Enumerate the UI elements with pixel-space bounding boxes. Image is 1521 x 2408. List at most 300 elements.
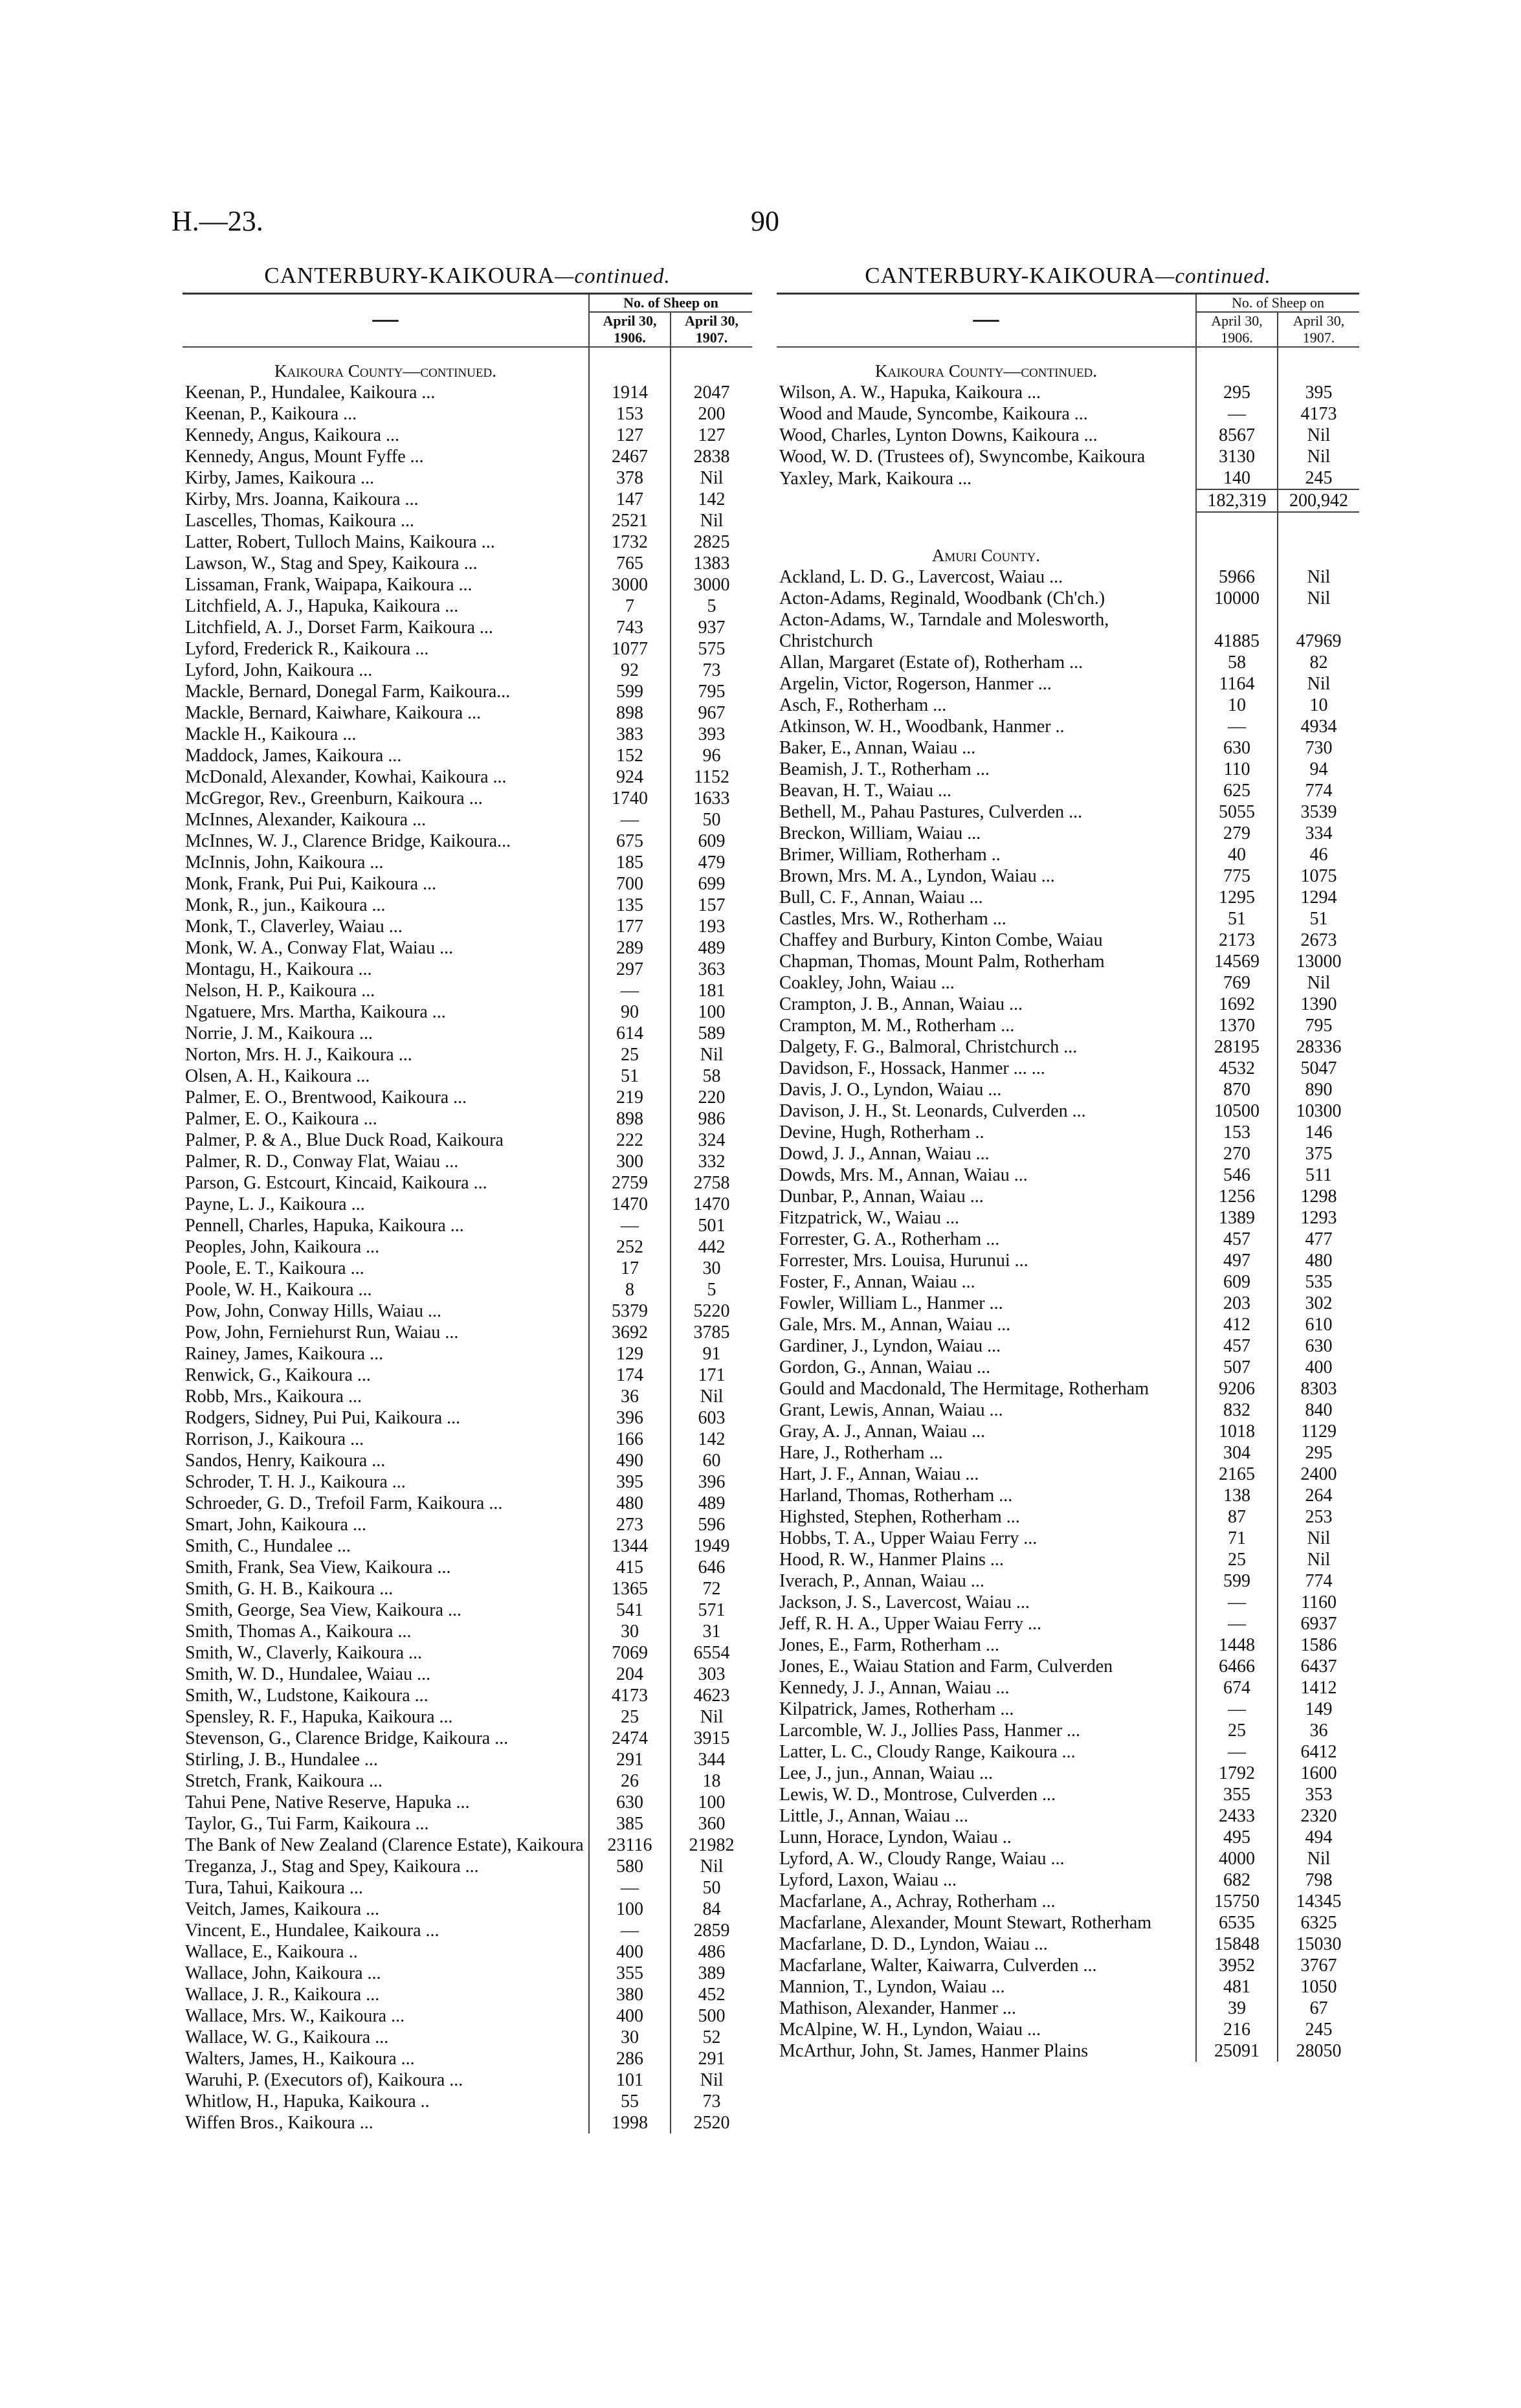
owner-name-cell: Dowds, Mrs. M., Annan, Waiau ... xyxy=(779,1165,1028,1185)
sheep-1907-cell: 480 xyxy=(1278,1250,1359,1271)
sheep-1907-cell: 264 xyxy=(1278,1485,1359,1506)
sheep-1906-cell: 481 xyxy=(1196,1976,1278,1998)
sheep-1907-cell: 245 xyxy=(1278,467,1359,489)
sheep-1907-cell: 1949 xyxy=(671,1535,752,1557)
owner-name-cell: Litchfield, A. J., Hapuka, Kaikoura ... xyxy=(185,596,459,616)
sheep-1907-cell: 127 xyxy=(671,425,752,446)
owner-name-cell: McGregor, Rev., Greenburn, Kaikoura ... xyxy=(185,788,483,808)
table-row xyxy=(777,1229,1359,1250)
owner-name-cell: Hare, J., Rotherham ... xyxy=(779,1443,943,1463)
sheep-1906-cell: 1365 xyxy=(589,1578,671,1600)
owner-name-cell: Harland, Thomas, Rotherham ... xyxy=(779,1486,1013,1506)
sheep-1906-cell: 1370 xyxy=(1196,1015,1278,1036)
table-row xyxy=(777,695,1359,716)
table-row xyxy=(777,1656,1359,1677)
table-row xyxy=(777,2040,1359,2062)
table-row xyxy=(183,1535,752,1557)
owner-name-cell: Macfarlane, Walter, Kaiwarra, Culverden ... xyxy=(779,1956,1097,1976)
owner-name-cell: Hood, R. W., Hanmer Plains ... xyxy=(779,1550,1004,1570)
sheep-1907-cell: Nil xyxy=(1278,673,1359,695)
sheep-1907-cell: 1470 xyxy=(671,1194,752,1215)
sheep-1907-cell: 798 xyxy=(1278,1869,1359,1891)
sheep-1907-cell: 890 xyxy=(1278,1079,1359,1100)
sheep-1907-cell: 2520 xyxy=(671,2112,752,2134)
owner-name-cell: Smith, W., Claverly, Kaikoura ... xyxy=(185,1643,423,1663)
sheep-1906-cell: 743 xyxy=(589,617,671,638)
table-row xyxy=(183,1365,752,1386)
table-row xyxy=(777,1869,1359,1891)
table-row xyxy=(777,823,1359,844)
sheep-1907-cell: 303 xyxy=(671,1664,752,1685)
table-row xyxy=(777,1036,1359,1058)
sheep-1907-cell: 610 xyxy=(1278,1314,1359,1335)
sheep-1906-cell: 8 xyxy=(589,1279,671,1300)
table-row xyxy=(183,1001,752,1023)
sheep-1906-cell: 17 xyxy=(589,1258,671,1279)
sheep-1907-cell: 245 xyxy=(1278,2019,1359,2040)
sheep-1906-cell: 5966 xyxy=(1196,566,1278,588)
sheep-1907-cell: 60 xyxy=(671,1450,752,1471)
table-row xyxy=(183,1685,752,1706)
sheep-1907-cell: 3767 xyxy=(1278,1955,1359,1976)
table-row xyxy=(183,766,752,788)
sheep-1906-cell: 41885 xyxy=(1196,609,1278,652)
owner-name-cell: Acton-Adams, W., Tarndale and Molesworth, Christchurch xyxy=(779,610,1109,651)
table-row xyxy=(183,1728,752,1749)
owner-name-cell: Jeff, R. H. A., Upper Waiau Ferry ... xyxy=(779,1614,1041,1634)
sheep-1906-cell: 2173 xyxy=(1196,930,1278,951)
left-sheep-table xyxy=(183,293,752,2134)
owner-name-cell: Jones, E., Farm, Rotherham ... xyxy=(779,1635,999,1655)
sheep-1907-cell: 1383 xyxy=(671,553,752,574)
owner-name-cell: Chaffey and Burbury, Kinton Combe, Waiau xyxy=(779,930,1103,950)
sheep-1907-cell: 58 xyxy=(671,1065,752,1087)
table-row xyxy=(183,1450,752,1471)
sheep-1906-cell: 898 xyxy=(589,702,671,724)
owner-name-cell: Mannion, T., Lyndon, Waiau ... xyxy=(779,1977,1005,1997)
left-title-suffix: —continued. xyxy=(555,265,671,288)
owner-name-cell: Stirling, J. B., Hundalee ... xyxy=(185,1750,378,1770)
table-row xyxy=(777,1784,1359,1805)
sheep-1907-cell: 302 xyxy=(1278,1293,1359,1314)
owner-name-cell: Nelson, H. P., Kaikoura ... xyxy=(185,981,375,1001)
owner-name-cell: Wallace, Mrs. W., Kaikoura ... xyxy=(185,2006,405,2026)
owner-name-cell: Forrester, Mrs. Louisa, Hurunui ... xyxy=(779,1251,1028,1271)
sheep-1906-cell: 25 xyxy=(589,1044,671,1065)
sheep-1906-cell: 58 xyxy=(1196,652,1278,673)
sheep-1906-cell: 898 xyxy=(589,1108,671,1130)
sheep-1906-cell: 25091 xyxy=(1196,2040,1278,2062)
table-row xyxy=(183,916,752,937)
table-row xyxy=(777,972,1359,994)
sheep-1906-cell: — xyxy=(1196,1613,1278,1634)
owner-name-cell: Dalgety, F. G., Balmoral, Christchurch ... xyxy=(779,1037,1078,1057)
table-row xyxy=(183,510,752,531)
table-row xyxy=(183,1407,752,1429)
table-row xyxy=(183,1151,752,1172)
sheep-1906-cell: 1998 xyxy=(589,2112,671,2134)
table-row xyxy=(183,403,752,425)
page-number: 90 xyxy=(751,205,779,237)
sheep-1907-cell: 1129 xyxy=(1278,1421,1359,1442)
table-row xyxy=(183,638,752,660)
sheep-1907-cell: 1633 xyxy=(671,788,752,809)
table-row xyxy=(777,403,1359,425)
sheep-1907-cell: Nil xyxy=(1278,1848,1359,1869)
owner-name-cell: Monk, R., jun., Kaikoura ... xyxy=(185,895,386,915)
sheep-1906-cell: 832 xyxy=(1196,1399,1278,1421)
owner-name-cell: Chapman, Thomas, Mount Palm, Rotherham xyxy=(779,952,1105,972)
sheep-1906-cell: 71 xyxy=(1196,1528,1278,1549)
sheep-1906-cell: 457 xyxy=(1196,1335,1278,1357)
table-row xyxy=(183,1108,752,1130)
owner-name-cell: Davidson, F., Hossack, Hanmer ... ... xyxy=(779,1058,1045,1078)
table-row xyxy=(777,1357,1359,1378)
owner-name-cell: Atkinson, W. H., Woodbank, Hanmer .. xyxy=(779,717,1065,737)
sheep-1907-cell: 2825 xyxy=(671,531,752,553)
sheep-1906-cell: 5379 xyxy=(589,1300,671,1322)
owner-name-cell: Lyford, Laxon, Waiau ... xyxy=(779,1870,957,1890)
sheep-1906-cell: 609 xyxy=(1196,1271,1278,1293)
sheep-1906-cell: 400 xyxy=(589,1941,671,1963)
sheep-1907-cell: 395 xyxy=(1278,382,1359,403)
sheep-1906-cell: 674 xyxy=(1196,1677,1278,1699)
sheep-1907-cell: 96 xyxy=(671,745,752,766)
sheep-1906-cell: — xyxy=(589,1877,671,1899)
sheep-1907-cell: 1412 xyxy=(1278,1677,1359,1699)
sheep-1906-cell: 769 xyxy=(1196,972,1278,994)
sheep-1906-cell: 90 xyxy=(589,1001,671,1023)
sheep-1906-cell: 135 xyxy=(589,895,671,916)
table-row xyxy=(183,1600,752,1621)
sheep-1907-cell: 6554 xyxy=(671,1642,752,1664)
table-row xyxy=(183,1813,752,1834)
owner-name-cell: Palmer, R. D., Conway Flat, Waiau ... xyxy=(185,1152,459,1172)
sheep-1906-cell: 495 xyxy=(1196,1827,1278,1848)
owner-name-cell: Hart, J. F., Annan, Waiau ... xyxy=(779,1464,979,1484)
sheep-1907-cell: 3539 xyxy=(1278,801,1359,823)
sheep-1906-cell: 15750 xyxy=(1196,1891,1278,1912)
sheep-1907-cell: 30 xyxy=(671,1258,752,1279)
sheep-1907-cell: 73 xyxy=(671,2091,752,2112)
table-row xyxy=(777,1613,1359,1634)
owner-name-cell: Taylor, G., Tui Farm, Kaikoura ... xyxy=(185,1814,429,1834)
sheep-1907-cell: 2758 xyxy=(671,1172,752,1194)
table-row xyxy=(183,1856,752,1877)
table-row xyxy=(183,489,752,510)
table-row xyxy=(183,596,752,617)
owner-name-cell: Monk, T., Claverley, Waiau ... xyxy=(185,917,403,937)
right-title-suffix: —continued. xyxy=(1155,265,1271,288)
sheep-1907-cell: Nil xyxy=(1278,972,1359,994)
sheep-1907-cell: Nil xyxy=(1278,446,1359,467)
table-row xyxy=(777,1143,1359,1165)
sheep-1907-cell: 5047 xyxy=(1278,1058,1359,1079)
owner-name-cell: Wallace, E., Kaikoura .. xyxy=(185,1942,358,1962)
sheep-1906-cell: 2467 xyxy=(589,446,671,467)
owner-name-cell: Bull, C. F., Annan, Waiau ... xyxy=(779,887,983,908)
sheep-1906-cell: 9206 xyxy=(1196,1378,1278,1399)
table-row xyxy=(183,937,752,959)
sheep-1907-cell: 253 xyxy=(1278,1506,1359,1528)
owner-name-cell: Yaxley, Mark, Kaikoura ... xyxy=(779,469,972,489)
sheep-1907-cell: 4623 xyxy=(671,1685,752,1706)
owner-name-cell: Wilson, A. W., Hapuka, Kaikoura ... xyxy=(779,383,1041,403)
right-section-heading: Kaikoura County—continued. xyxy=(875,361,1097,381)
table-row xyxy=(777,1271,1359,1293)
sheep-1907-cell: 986 xyxy=(671,1108,752,1130)
sheep-1906-cell: 5055 xyxy=(1196,801,1278,823)
sheep-1907-cell: 699 xyxy=(671,873,752,895)
owner-name-cell: Mathison, Alexander, Hanmer ... xyxy=(779,1998,1016,2018)
owner-name-cell: Kilpatrick, James, Rotherham ... xyxy=(779,1699,1014,1719)
sheep-1906-cell: 6535 xyxy=(1196,1912,1278,1934)
table-row xyxy=(183,1322,752,1343)
sheep-1907-cell: 511 xyxy=(1278,1165,1359,1186)
owner-name-cell: Devine, Hugh, Rotherham .. xyxy=(779,1122,984,1143)
table-row xyxy=(777,1912,1359,1934)
sheep-1906-cell: 630 xyxy=(1196,737,1278,759)
table-row xyxy=(777,737,1359,759)
sheep-1907-cell: 51 xyxy=(1278,908,1359,930)
table-row xyxy=(777,1442,1359,1464)
table-row xyxy=(777,2019,1359,2040)
owner-name-cell: Parson, G. Estcourt, Kincaid, Kaikoura ... xyxy=(185,1173,487,1193)
table-row xyxy=(777,588,1359,609)
sheep-1907-cell: 489 xyxy=(671,937,752,959)
table-row xyxy=(183,1557,752,1578)
owner-name-cell: Waruhi, P. (Executors of), Kaikoura ... xyxy=(185,2070,463,2090)
sheep-1907-cell: 181 xyxy=(671,980,752,1001)
owner-name-cell: Allan, Margaret (Estate of), Rotherham ... xyxy=(779,652,1083,673)
sheep-1906-cell: 174 xyxy=(589,1365,671,1386)
right-column xyxy=(777,259,1359,2062)
owner-name-cell: Fowler, William L., Hanmer ... xyxy=(779,1293,1003,1313)
sheep-1906-cell: 385 xyxy=(589,1813,671,1834)
owner-name-cell: Mackle H., Kaikoura ... xyxy=(185,724,357,744)
table-row xyxy=(777,1741,1359,1763)
sheep-1906-cell: 599 xyxy=(1196,1570,1278,1592)
sheep-1906-cell: 3130 xyxy=(1196,446,1278,467)
sheep-1907-cell: 609 xyxy=(671,831,752,852)
sheep-1907-cell: 1298 xyxy=(1278,1186,1359,1207)
table-row xyxy=(777,467,1359,489)
owner-name-cell: Ngatuere, Mrs. Martha, Kaikoura ... xyxy=(185,1002,446,1022)
sheep-1907-cell: 52 xyxy=(671,2027,752,2048)
table-row xyxy=(777,1293,1359,1314)
owner-name-cell: Jackson, J. S., Lavercost, Waiau ... xyxy=(779,1592,1030,1612)
sheep-1907-cell: 4173 xyxy=(1278,403,1359,425)
owner-name-cell: Smith, W. D., Hundalee, Waiau ... xyxy=(185,1664,431,1684)
owner-name-cell: Kennedy, Angus, Mount Fyffe ... xyxy=(185,447,424,467)
sheep-1906-cell: 546 xyxy=(1196,1165,1278,1186)
sheep-1906-cell: 252 xyxy=(589,1236,671,1258)
sheep-1907-cell: 1390 xyxy=(1278,994,1359,1015)
table-row xyxy=(183,1941,752,1963)
table-row xyxy=(777,1634,1359,1656)
right-sheep-table xyxy=(777,293,1359,2062)
sheep-1906-cell: 185 xyxy=(589,852,671,873)
owner-name-cell: Wallace, W. G., Kaikoura ... xyxy=(185,2027,389,2047)
sheep-1906-cell: 1692 xyxy=(1196,994,1278,1015)
table-row xyxy=(183,1386,752,1407)
sheep-1906-cell: 204 xyxy=(589,1664,671,1685)
table-row xyxy=(183,809,752,831)
table-row xyxy=(183,574,752,596)
sheep-1907-cell: 8303 xyxy=(1278,1378,1359,1399)
owner-name-cell: Acton-Adams, Reginald, Woodbank (Ch'ch.) xyxy=(779,588,1105,608)
sheep-1906-cell: 1732 xyxy=(589,531,671,553)
owner-name-cell: Lissaman, Frank, Waipapa, Kaikoura ... xyxy=(185,575,472,595)
sheep-1907-cell: 486 xyxy=(671,1941,752,1963)
sheep-1906-cell: 297 xyxy=(589,959,671,980)
right-column-title xyxy=(777,259,1359,293)
table-row xyxy=(777,716,1359,737)
table-row xyxy=(183,1899,752,1920)
table-row xyxy=(183,553,752,574)
sheep-1906-cell: 101 xyxy=(589,2069,671,2091)
owner-name-cell: Asch, F., Rotherham ... xyxy=(779,695,947,715)
table-row xyxy=(183,1514,752,1535)
sheep-1906-cell: 140 xyxy=(1196,467,1278,489)
sheep-1907-cell: 2047 xyxy=(671,382,752,403)
table-row xyxy=(777,1399,1359,1421)
right-title-text: CANTERBURY-KAIKOURA xyxy=(865,263,1155,288)
table-row xyxy=(183,1792,752,1813)
sheep-1906-cell: 279 xyxy=(1196,823,1278,844)
owner-name-cell: Gale, Mrs. M., Annan, Waiau ... xyxy=(779,1315,1011,1335)
left-header-dash: — xyxy=(183,294,589,348)
table-row xyxy=(183,1300,752,1322)
owner-name-cell: Foster, F., Annan, Waiau ... xyxy=(779,1272,975,1292)
owner-name-cell: Smith, W., Ludstone, Kaikoura ... xyxy=(185,1686,428,1706)
sheep-1906-cell: 289 xyxy=(589,937,671,959)
right-header-col1: April 30, 1906. xyxy=(1196,312,1278,347)
table-row xyxy=(777,1677,1359,1699)
table-row xyxy=(777,1207,1359,1229)
owner-name-cell: Lyford, A. W., Cloudy Range, Waiau ... xyxy=(779,1849,1065,1869)
sheep-1906-cell: 14569 xyxy=(1196,951,1278,972)
table-row xyxy=(183,681,752,702)
sheep-1906-cell: 40 xyxy=(1196,844,1278,865)
sheep-1907-cell: 334 xyxy=(1278,823,1359,844)
owner-name-cell: Bethell, M., Pahau Pastures, Culverden ... xyxy=(779,802,1083,822)
sheep-1906-cell: 630 xyxy=(589,1792,671,1813)
owner-name-cell: McInnis, John, Kaikoura ... xyxy=(185,853,384,873)
table-row xyxy=(777,1058,1359,1079)
owner-name-cell: Smith, Frank, Sea View, Kaikoura ... xyxy=(185,1557,451,1577)
sheep-1907-cell: 332 xyxy=(671,1151,752,1172)
table-row xyxy=(183,1130,752,1151)
owner-name-cell: Jones, E., Waiau Station and Farm, Culverden xyxy=(779,1656,1113,1677)
sheep-1907-cell: 100 xyxy=(671,1792,752,1813)
table-row xyxy=(777,382,1359,403)
sheep-1907-cell: 477 xyxy=(1278,1229,1359,1250)
owner-name-cell: Payne, L. J., Kaikoura ... xyxy=(185,1194,365,1214)
sheep-1907-cell: 840 xyxy=(1278,1399,1359,1421)
owner-name-cell: Castles, Mrs. W., Rotherham ... xyxy=(779,909,1006,929)
owner-name-cell: Crampton, J. B., Annan, Waiau ... xyxy=(779,994,1023,1014)
sheep-1906-cell: 216 xyxy=(1196,2019,1278,2040)
sheep-1906-cell: — xyxy=(1196,716,1278,737)
table-row xyxy=(183,1664,752,1685)
table-row xyxy=(777,1848,1359,1869)
sheep-1906-cell: 30 xyxy=(589,2027,671,2048)
sheep-1906-cell: 127 xyxy=(589,425,671,446)
table-row xyxy=(183,2027,752,2048)
sheep-1907-cell: 1160 xyxy=(1278,1592,1359,1613)
owner-name-cell: Smith, G. H. B., Kaikoura ... xyxy=(185,1579,394,1599)
sheep-1907-cell: 2400 xyxy=(1278,1464,1359,1485)
table-row xyxy=(183,1087,752,1108)
total-1906: 182,319 xyxy=(1196,489,1278,512)
sheep-1906-cell: 23116 xyxy=(589,1834,671,1856)
owner-name-cell: Baker, E., Annan, Waiau ... xyxy=(779,738,976,758)
sheep-1907-cell: 630 xyxy=(1278,1335,1359,1357)
sheep-1907-cell: 72 xyxy=(671,1578,752,1600)
table-row xyxy=(183,895,752,916)
table-row xyxy=(183,1770,752,1792)
owner-name-cell: Renwick, G., Kaikoura ... xyxy=(185,1365,371,1385)
sheep-1907-cell: 5220 xyxy=(671,1300,752,1322)
owner-name-cell: Litchfield, A. J., Dorset Farm, Kaikoura ... xyxy=(185,618,493,638)
owner-name-cell: Treganza, J., Stag and Spey, Kaikoura ... xyxy=(185,1856,479,1877)
table-row xyxy=(777,930,1359,951)
sheep-1907-cell: 46 xyxy=(1278,844,1359,865)
table-row xyxy=(777,865,1359,887)
table-row xyxy=(183,1471,752,1493)
sheep-1906-cell: 1256 xyxy=(1196,1186,1278,1207)
sheep-1907-cell: 13000 xyxy=(1278,951,1359,972)
sheep-1906-cell: — xyxy=(589,980,671,1001)
sheep-1907-cell: 295 xyxy=(1278,1442,1359,1464)
sheep-1907-cell: 84 xyxy=(671,1899,752,1920)
sheep-1907-cell: 774 xyxy=(1278,780,1359,801)
owner-name-cell: Lyford, John, Kaikoura ... xyxy=(185,660,373,680)
sheep-1907-cell: Nil xyxy=(1278,566,1359,588)
owner-name-cell: Forrester, G. A., Rotherham ... xyxy=(779,1229,1000,1249)
sheep-1906-cell: 580 xyxy=(589,1856,671,1877)
sheep-1906-cell: 30 xyxy=(589,1621,671,1642)
owner-name-cell: Norrie, J. M., Kaikoura ... xyxy=(185,1023,373,1043)
sheep-1906-cell: 2759 xyxy=(589,1172,671,1194)
owner-name-cell: Maddock, James, Kaikoura ... xyxy=(185,746,402,766)
table-row xyxy=(183,1429,752,1450)
table-row xyxy=(777,1485,1359,1506)
table-row xyxy=(183,1834,752,1856)
table-row xyxy=(183,660,752,681)
sheep-1906-cell: 153 xyxy=(589,403,671,425)
sheep-1907-cell: 15030 xyxy=(1278,1934,1359,1955)
sheep-1906-cell: 497 xyxy=(1196,1250,1278,1271)
owner-name-cell: McAlpine, W. H., Lyndon, Waiau ... xyxy=(779,2020,1041,2040)
owner-name-cell: Macfarlane, D. D., Lyndon, Waiau ... xyxy=(779,1934,1048,1954)
table-row xyxy=(777,1464,1359,1485)
table-row xyxy=(183,1258,752,1279)
sheep-1906-cell: 10500 xyxy=(1196,1100,1278,1122)
table-row xyxy=(777,1314,1359,1335)
owner-name-cell: Beavan, H. T., Waiau ... xyxy=(779,781,952,801)
sheep-1907-cell: 393 xyxy=(671,724,752,745)
table-row xyxy=(777,446,1359,467)
owner-name-cell: Davis, J. O., Lyndon, Waiau ... xyxy=(779,1080,1002,1100)
table-row xyxy=(777,1827,1359,1848)
sheep-1906-cell: 395 xyxy=(589,1471,671,1493)
table-row xyxy=(183,1065,752,1087)
table-row xyxy=(183,425,752,446)
table-row xyxy=(777,780,1359,801)
owner-name-cell: Beamish, J. T., Rotherham ... xyxy=(779,759,990,779)
